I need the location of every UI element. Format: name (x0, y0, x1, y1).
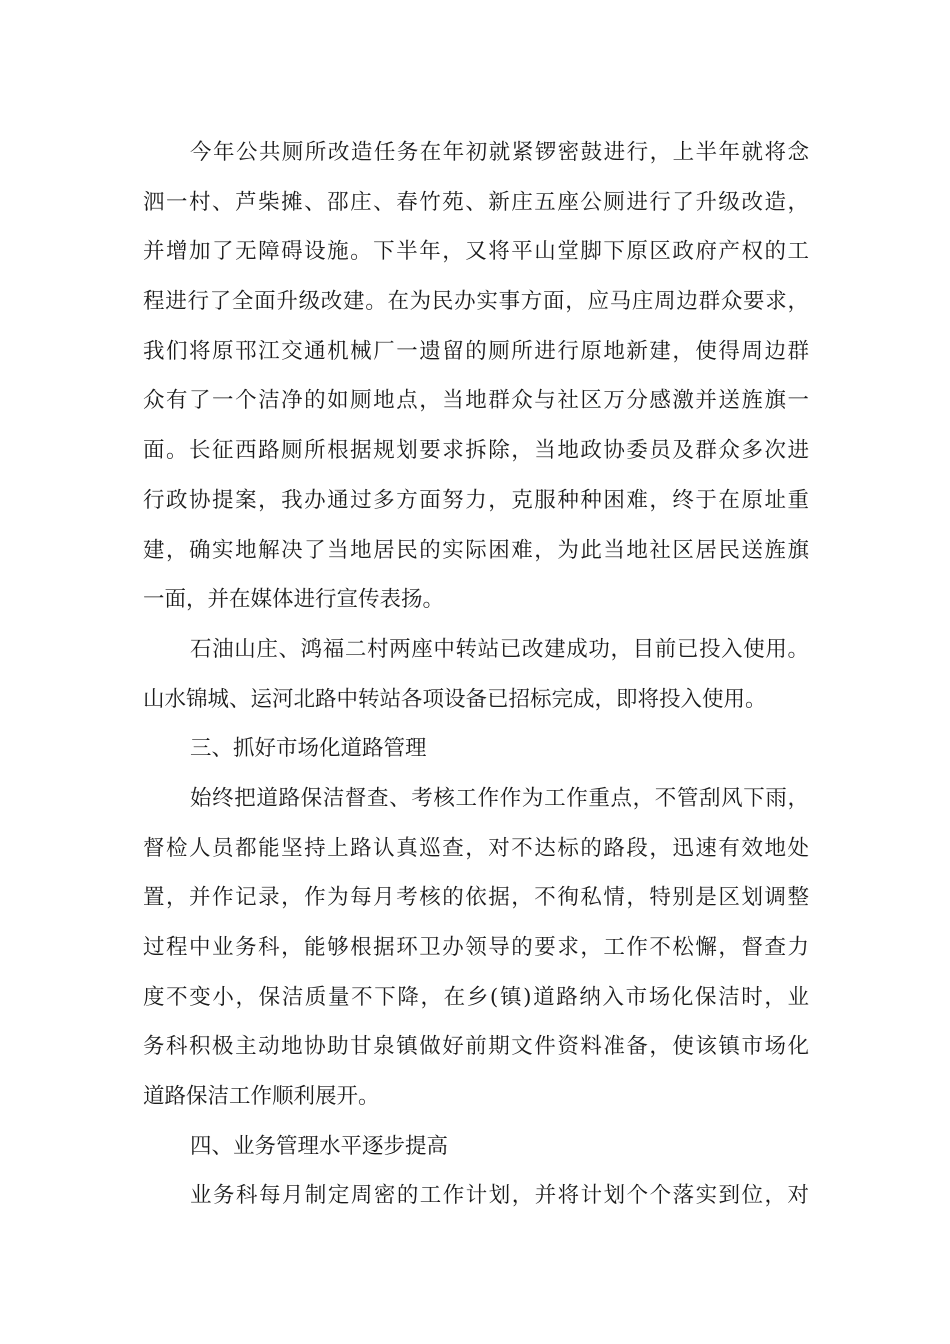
paragraph-line: 面。长征西路厕所根据规划要求拆除，当地政协委员及群众多次进 (143, 438, 809, 464)
paragraph-line: 建，确实地解决了当地居民的实际困难，为此当地社区居民送旌旗 (143, 537, 809, 563)
paragraph-line: 行政协提案，我办通过多方面努力，克服种种困难，终于在原址重 (143, 487, 809, 513)
paragraph-line: 程进行了全面升级改建。在为民办实事方面，应马庄周边群众要求， (143, 289, 809, 315)
paragraph-line: 众有了一个洁净的如厕地点，当地群众与社区万分感激并送旌旗一 (143, 388, 809, 414)
paragraph-line: 泗一村、芦柴摊、邵庄、春竹苑、新庄五座公厕进行了升级改造， (143, 189, 809, 215)
paragraph-line: 石油山庄、鸿福二村两座中转站已改建成功，目前已投入使用。 (190, 636, 809, 662)
paragraph-line: 始终把道路保洁督查、考核工作作为工作重点，不管刮风下雨， (190, 785, 809, 811)
paragraph-line: 今年公共厕所改造任务在年初就紧锣密鼓进行，上半年就将念 (190, 140, 809, 165)
paragraph-line: 并增加了无障碍设施。下半年，又将平山堂脚下原区政府产权的工 (143, 239, 809, 265)
paragraph-line: 一面，并在媒体进行宣传表扬。 (143, 587, 445, 613)
paragraph-line: 业务科每月制定周密的工作计划，并将计划个个落实到位，对 (190, 1183, 809, 1209)
section-heading: 四、业务管理水平逐步提高 (190, 1133, 449, 1159)
paragraph-line: 我们将原邗江交通机械厂一遗留的厕所进行原地新建，使得周边群 (143, 338, 809, 364)
paragraph-line: 度不变小，保洁质量不下降，在乡(镇)道路纳入市场化保洁时，业 (143, 984, 809, 1010)
paragraph-line: 务科积极主动地协助甘泉镇做好前期文件资料准备，使该镇市场化 (143, 1034, 809, 1060)
paragraph-line: 置，并作记录，作为每月考核的依据，不徇私情，特别是区划调整 (143, 885, 809, 911)
document-body (143, 128, 809, 1221)
paragraph-line: 道路保洁工作顺利展开。 (143, 1084, 380, 1110)
paragraph-line: 过程中业务科，能够根据环卫办领导的要求，工作不松懈，督查力 (143, 935, 809, 960)
section-heading: 三、抓好市场化道路管理 (190, 736, 427, 762)
paragraph-line: 督检人员都能坚持上路认真巡查，对不达标的路段，迅速有效地处 (143, 835, 809, 861)
paragraph-line: 山水锦城、运河北路中转站各项设备已招标完成，即将投入使用。 (143, 686, 767, 712)
